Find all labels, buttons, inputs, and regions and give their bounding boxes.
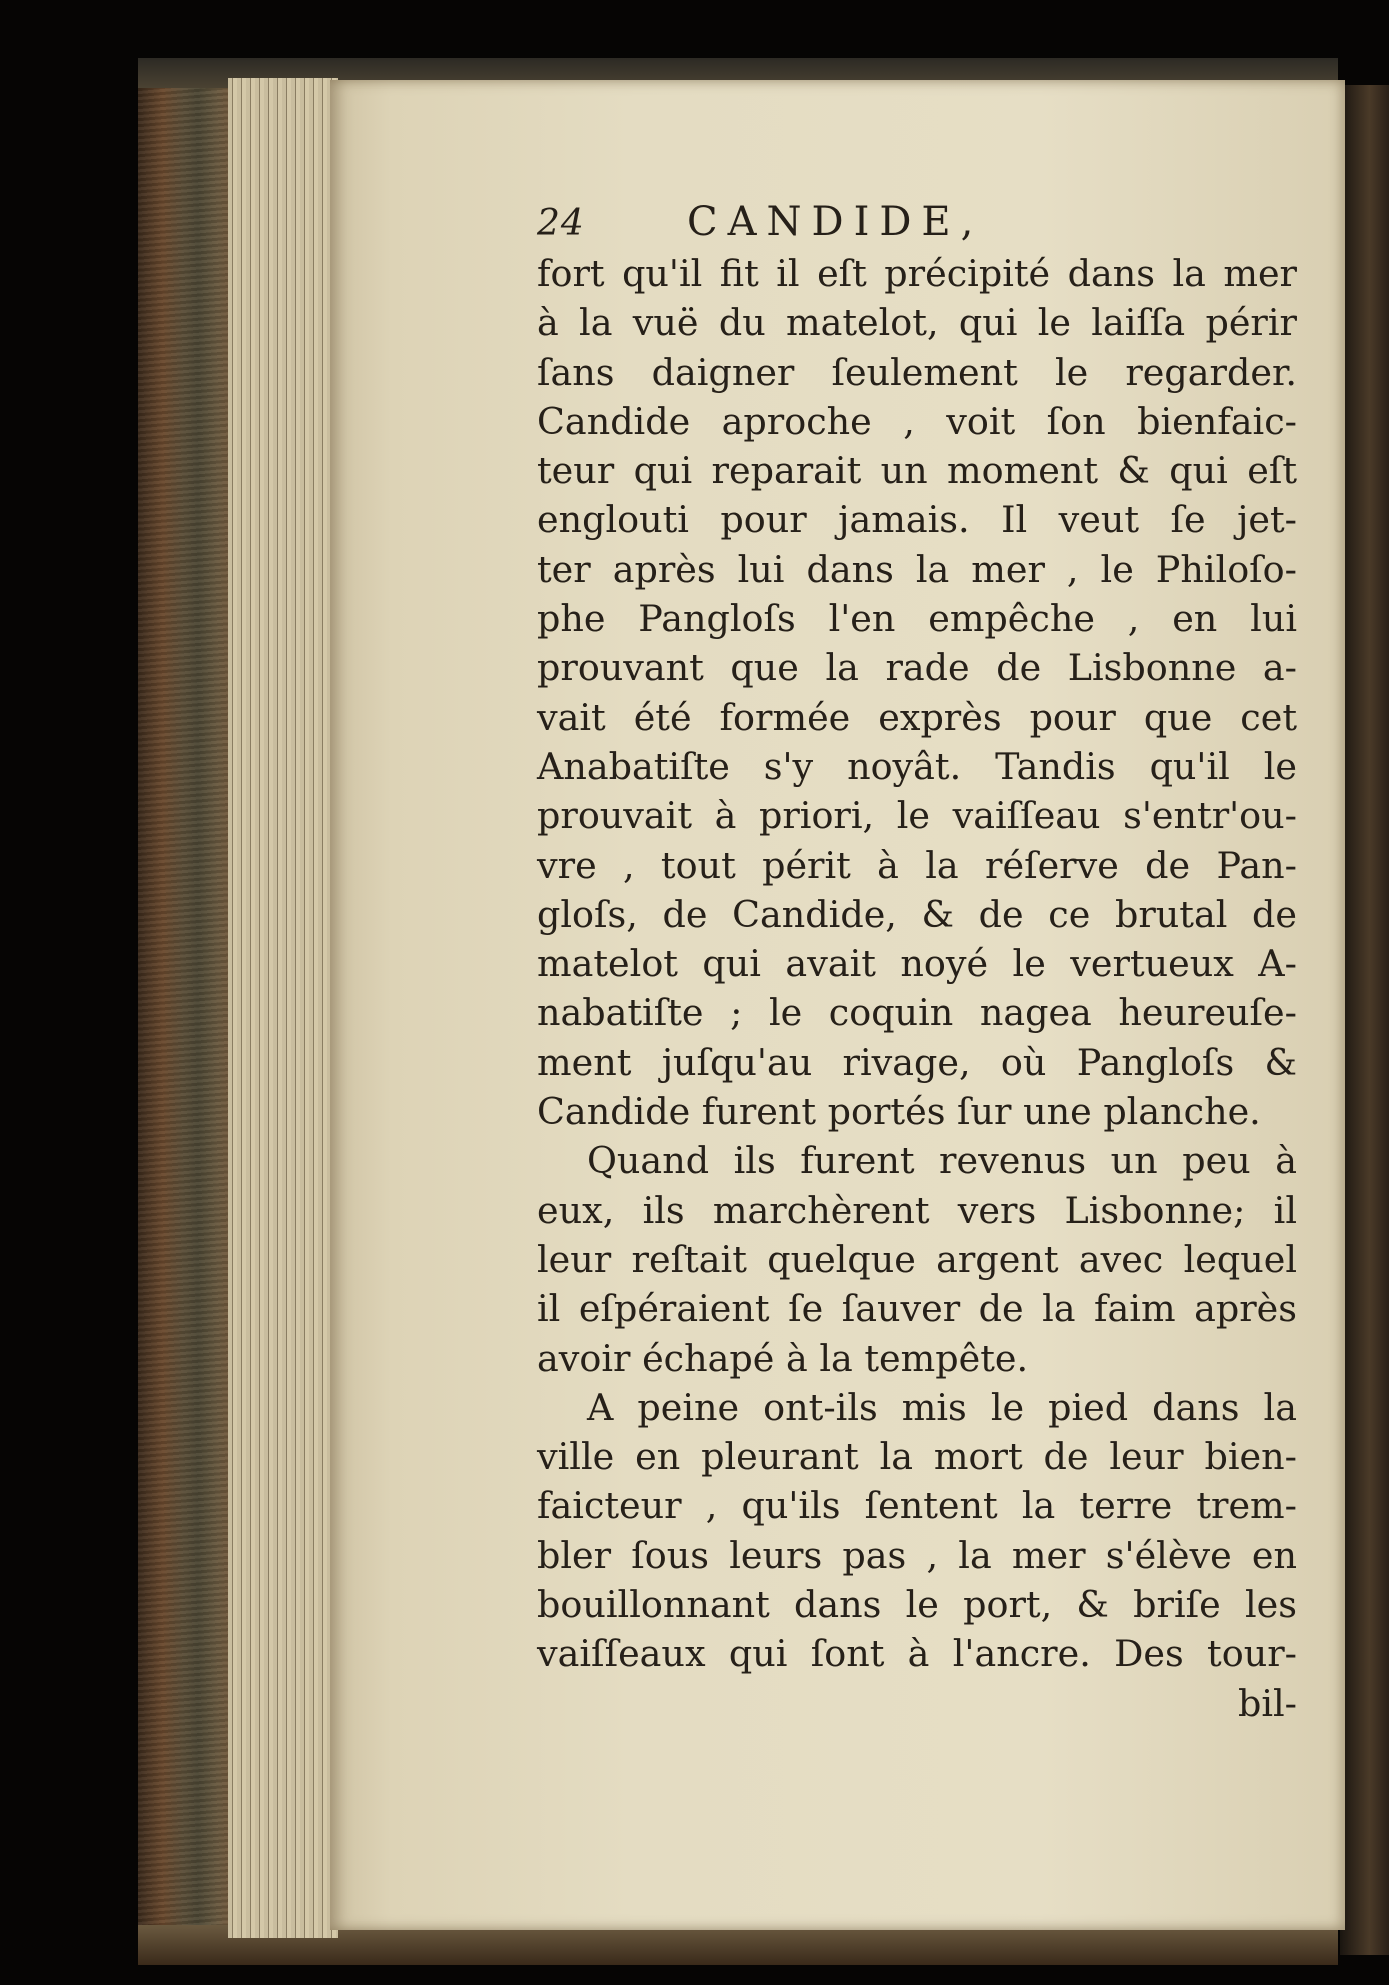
text-line: prouvant que la rade de Lisbonne a- [537,646,1297,690]
page-edges [228,78,338,1938]
page-number: 24 [537,203,585,244]
text-line: vait été formée exprès pour que cet [537,695,1297,739]
page-text-block [537,199,1297,1728]
text-line: leur reſtait quelque argent avec lequel [537,1237,1297,1281]
text-line: il eſpéraient ſe ſauver de la faim après [537,1287,1297,1331]
running-title: CANDIDE, [687,199,984,245]
text-line: vaiſſeaux qui ſont à l'ancre. Des tour- [537,1632,1297,1676]
text-line: Anabatiſte s'y noyât. Tandis qu'il le [537,744,1297,788]
text-line: eux, ils marchèrent vers Lisbonne; il [537,1188,1297,1232]
text-line: Quand ils furent revenus un peu à [587,1139,1297,1183]
text-line: avoir échapé à la tempête. [537,1336,1029,1380]
text-line: Candide furent portés ſur une planche. [537,1090,1261,1134]
text-line: nabatiſte ; le coquin nagea heureuſe- [537,991,1297,1035]
catchword: bil- [1237,1681,1297,1725]
text-line: faicteur , qu'ils ſentent la terre trem- [537,1484,1297,1528]
text-line: teur qui reparait un moment & qui eſt [537,449,1297,493]
text-line: bler ſous leurs pas , la mer s'élève en [537,1533,1297,1577]
page-header [537,199,1297,249]
text-line: ment juſqu'au rivage, où Pangloſs & [537,1040,1297,1084]
text-line: prouvait à priori, le vaiſſeau s'entr'ou- [537,794,1297,838]
text-line: fort qu'il fit il eſt précipité dans la mer [537,252,1297,295]
text-line: à la vuë du matelot, qui le laiſſa périr [537,301,1297,345]
text-line: vre , tout périt à la réſerve de Pan- [537,843,1297,887]
text-line: englouti pour jamais. Il veut ſe jet- [537,498,1297,542]
text-line: bouillonnant dans le port, & briſe les [537,1583,1297,1627]
text-line: matelot qui avait noyé le vertueux A- [537,942,1297,986]
text-line: ville en pleurant la mort de leur bien- [537,1435,1297,1479]
text-line: phe Pangloſs l'en empêche , en lui [537,597,1297,641]
body-text [537,249,1297,1728]
text-line: ſans daigner ſeulement le regarder. [537,350,1297,394]
book-cover-right [1340,85,1389,1955]
text-line: gloſs, de Candide, & de ce brutal de [537,892,1297,936]
text-line: A peine ont-ils mis le pied dans la [587,1385,1297,1429]
text-line: ter après lui dans la mer , le Philoſo- [537,547,1297,591]
text-line: Candide aproche , voit ſon bienfaic- [537,399,1297,443]
book-cover-left [138,58,238,1958]
